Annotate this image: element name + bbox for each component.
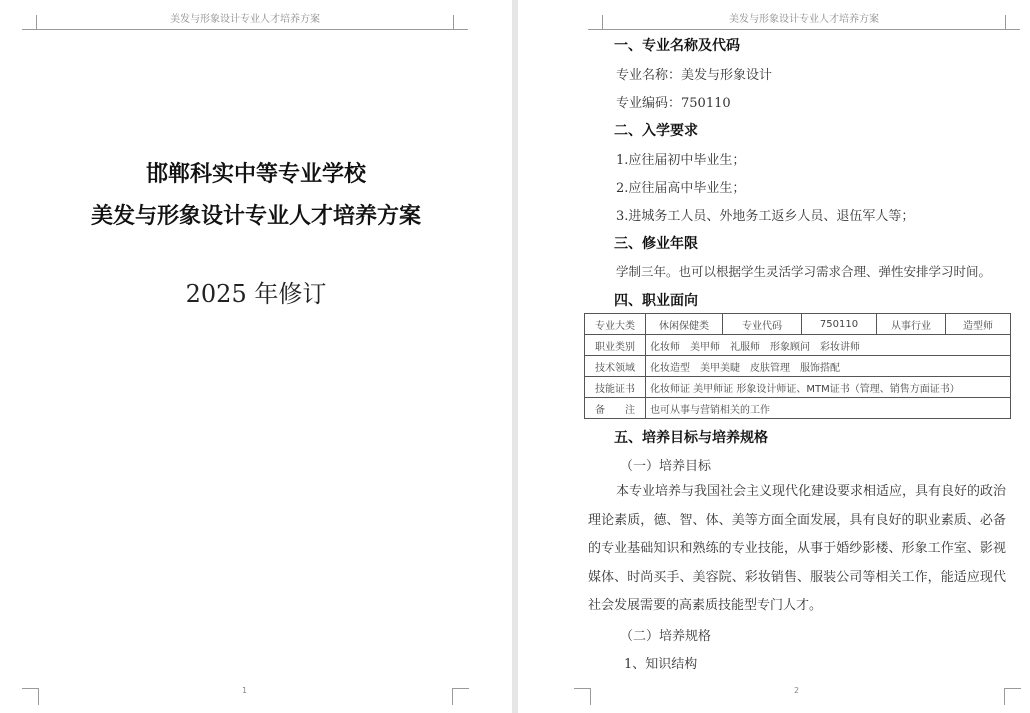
page-number: 1 <box>242 686 248 695</box>
margin-corner-mark <box>574 688 591 705</box>
subheading: （一）培养目标 <box>620 459 712 474</box>
document-page-2 <box>518 0 1030 713</box>
table-cell: 休闲保健类 <box>646 314 723 335</box>
body-line: 学制三年。也可以根据学生灵活学习需求合理、弹性安排学习时间。 <box>616 264 992 279</box>
table-row <box>585 314 1011 335</box>
section-heading: 四、职业面向 <box>614 293 698 309</box>
list-item: 1.应往届初中毕业生； <box>616 153 746 168</box>
table-cell: 从事行业 <box>877 314 946 335</box>
revision-label: 2025 年修订 <box>185 280 327 308</box>
document-title: 美发与形象设计专业人才培养方案 <box>90 204 421 229</box>
margin-corner-mark <box>1004 688 1021 705</box>
table-cell: 技术领域 <box>585 356 646 377</box>
subheading: 1、知识结构 <box>624 657 698 672</box>
table-cell: 备 注 <box>585 398 646 419</box>
page-header: 美发与形象设计专业人才培养方案 <box>22 13 468 30</box>
table-row <box>585 335 1011 356</box>
list-item: 3.进城务工人员、外地务工返乡人员、退伍军人等； <box>616 209 915 224</box>
table-cell: 750110 <box>802 314 877 335</box>
section-heading: 三、修业年限 <box>614 236 698 252</box>
margin-corner-mark <box>452 688 469 705</box>
subheading: （二）培养规格 <box>620 629 712 644</box>
school-name: 邯郸科实中等专业学校 <box>145 162 366 187</box>
body-line: 专业编码：750110 <box>616 96 731 111</box>
table-row <box>585 356 1011 377</box>
table-cell: 造型师 <box>946 314 1011 335</box>
page-header: 美发与形象设计专业人才培养方案 <box>588 13 1020 30</box>
table-cell: 也可从事与营销相关的工作 <box>646 398 1011 419</box>
occupation-table <box>584 313 1011 419</box>
section-heading: 二、入学要求 <box>614 123 698 139</box>
table-cell: 化妆造型 美甲美睫 皮肤管理 服饰搭配 <box>646 356 1011 377</box>
body-line: 专业名称：美发与形象设计 <box>616 68 773 83</box>
page-number: 2 <box>794 686 800 695</box>
list-item: 2.应往届高中毕业生； <box>616 181 746 196</box>
table-row <box>585 377 1011 398</box>
table-cell: 职业类别 <box>585 335 646 356</box>
table-cell: 化妆师 美甲师 礼服师 形象顾问 彩妆讲师 <box>646 335 1011 356</box>
section-heading: 五、培养目标与培养规格 <box>614 430 768 446</box>
margin-corner-mark <box>22 688 39 705</box>
table-row <box>585 398 1011 419</box>
table-cell: 专业代码 <box>723 314 802 335</box>
table-cell: 化妆师证 美甲师证 形象设计师证、MTM证书（管理、销售方面证书） <box>646 377 1011 398</box>
table-cell: 专业大类 <box>585 314 646 335</box>
body-paragraph: 本专业培养与我国社会主义现代化建设要求相适应，具有良好的政治理论素质，德、智、体、美等方面全面发展，具有良好的职业素质、必备的专业基础知识和熟练的专业技能，从事于婚纱影楼、形象工作室、影视媒体、时尚买手、美容院、彩妆销售、服装公司等相关工作，能适应现代社会发展需要的高素质技能型专门人才。 <box>588 484 1007 613</box>
section-heading: 一、专业名称及代码 <box>614 38 740 54</box>
document-page-1 <box>0 0 512 713</box>
table-cell: 技能证书 <box>585 377 646 398</box>
